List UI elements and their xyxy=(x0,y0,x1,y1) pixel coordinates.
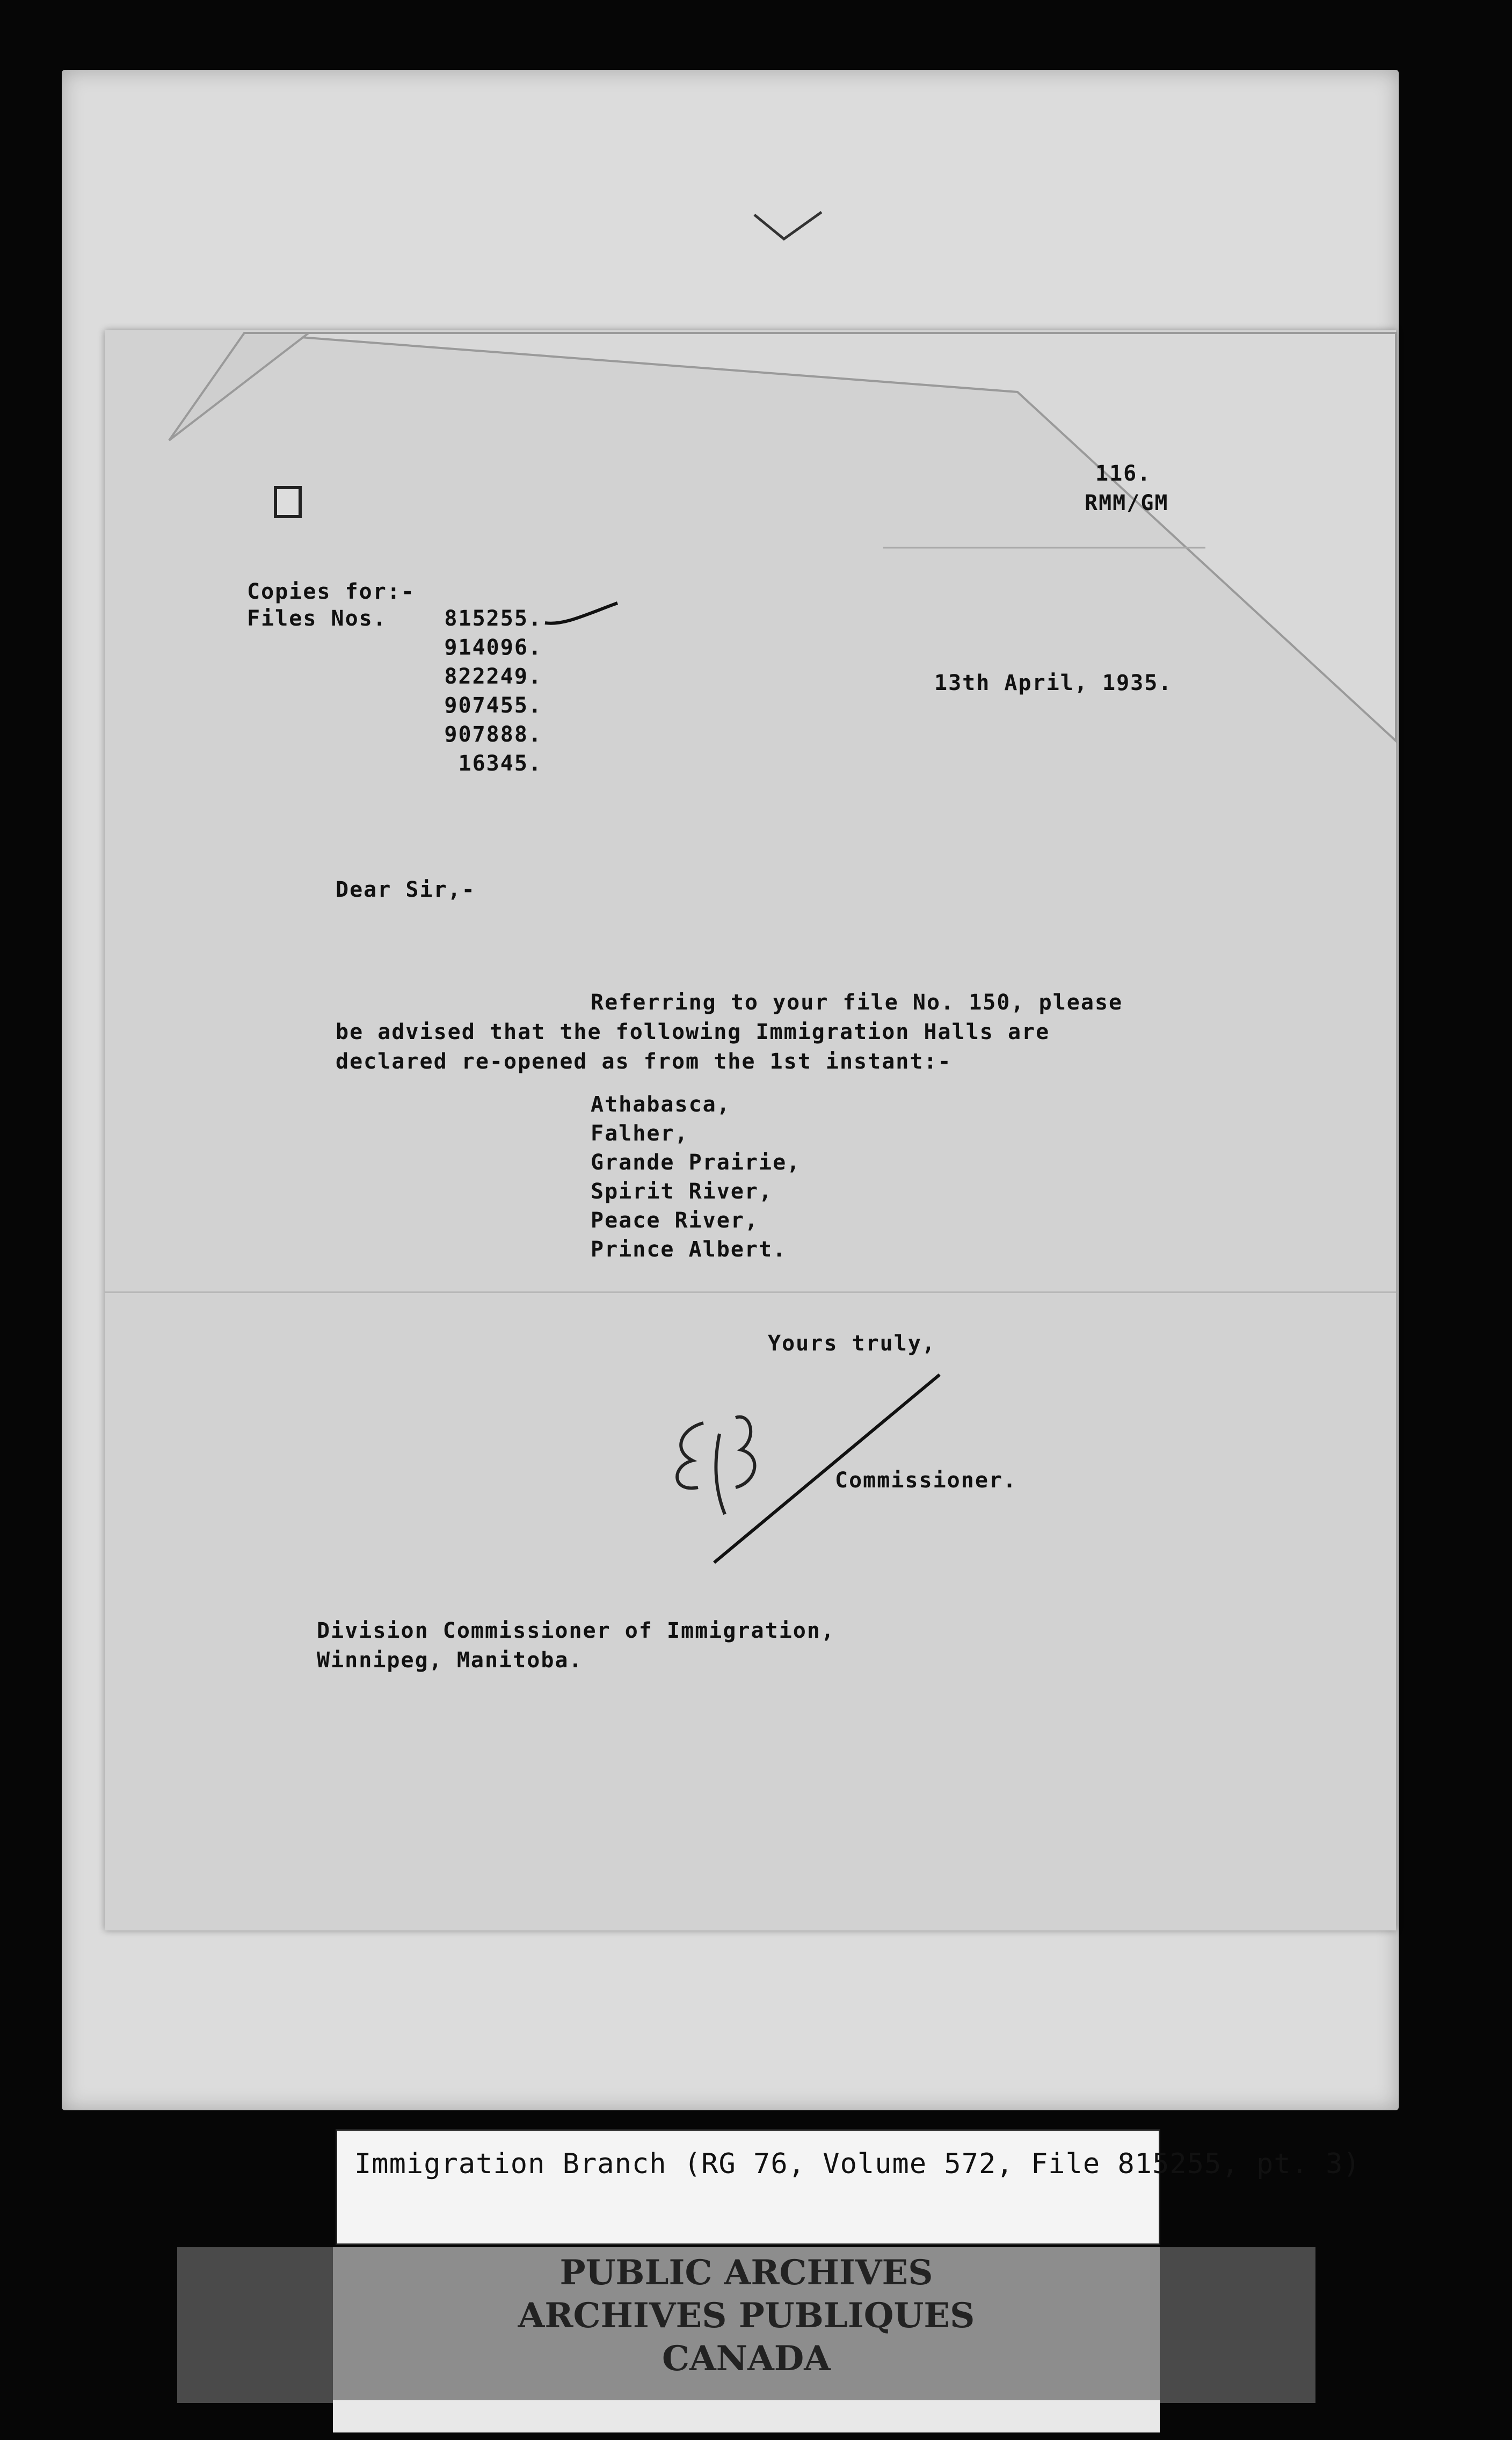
reference-number: 116. xyxy=(1095,461,1152,486)
check-mark-icon xyxy=(752,209,827,247)
page-crease xyxy=(105,1291,1396,1293)
hall-item: Spirit River, xyxy=(591,1179,773,1204)
hall-item: Prince Albert. xyxy=(591,1237,787,1262)
stamp-line: PUBLIC ARCHIVES xyxy=(559,2253,933,2293)
stamp-line: CANADA xyxy=(662,2339,831,2379)
letter-date: 13th April, 1935. xyxy=(934,671,1173,695)
pen-tick-icon xyxy=(542,599,623,631)
archive-caption: Immigration Branch (RG 76, Volume 572, File 815255, pt. 3) xyxy=(354,2148,1361,2180)
hall-item: Athabasca, xyxy=(591,1092,731,1117)
file-number: 815255. xyxy=(444,606,542,631)
file-number: 914096. xyxy=(444,635,542,660)
file-number: 907455. xyxy=(444,693,542,718)
body-line: Referring to your file No. 150, please xyxy=(591,990,1123,1015)
hall-item: Peace River, xyxy=(591,1208,759,1233)
signature-title: Commissioner. xyxy=(835,1468,1017,1493)
body-line: declared re-opened as from the 1st instant:- xyxy=(336,1049,952,1074)
hall-item: Falher, xyxy=(591,1121,689,1146)
closing: Yours truly, xyxy=(768,1331,936,1356)
addressee-line: Winnipeg, Manitoba. xyxy=(317,1648,583,1673)
archive-label-card xyxy=(336,2129,1160,2245)
files-label: Files Nos. xyxy=(247,606,387,631)
body-line: be advised that the following Immigration Halls are xyxy=(336,1020,1050,1044)
reference-initials: RMM/GM xyxy=(1085,491,1169,515)
file-number: 907888. xyxy=(444,722,542,747)
halls-list xyxy=(591,1090,801,1264)
file-number: 822249. xyxy=(444,664,542,689)
square-mark xyxy=(274,486,302,518)
addressee-line: Division Commissioner of Immigration, xyxy=(317,1618,835,1643)
stamp-line: ARCHIVES PUBLIQUES xyxy=(518,2296,975,2336)
file-number: 16345. xyxy=(458,751,542,776)
salutation: Dear Sir,- xyxy=(336,877,476,902)
hall-item: Grande Prairie, xyxy=(591,1150,801,1175)
folded-flap xyxy=(105,311,1404,773)
copies-header: Copies for:- xyxy=(247,579,415,604)
handwritten-signature xyxy=(660,1353,961,1568)
file-number-list xyxy=(430,604,542,778)
bottom-card-edge xyxy=(333,2400,1160,2432)
